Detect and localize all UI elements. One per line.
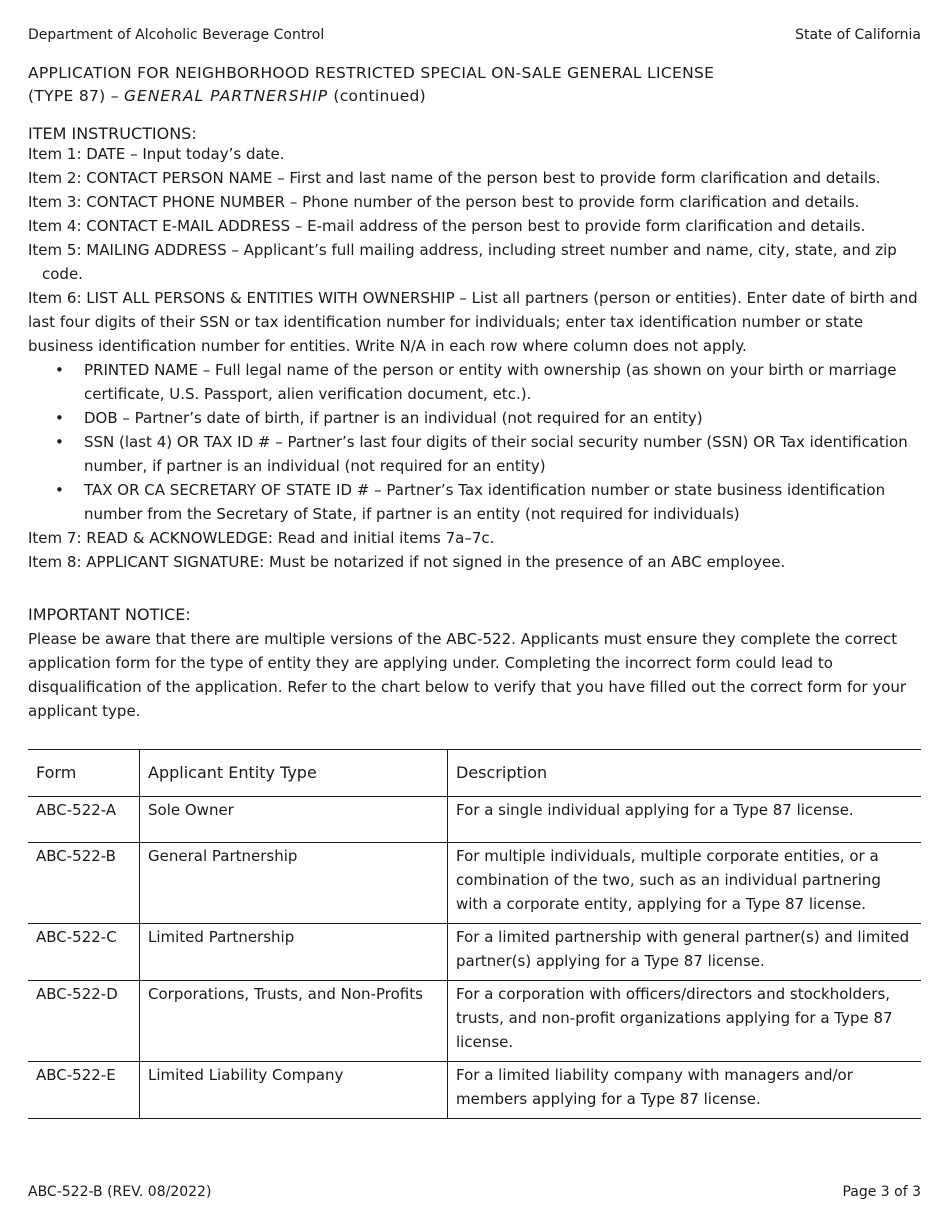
list-item: • TAX OR CA SECRETARY OF STATE ID # – Partner’s Tax identification number or state business identification number from the Secretary of State, if partner is an entity (not required for individuals) (28, 478, 918, 526)
form-cell: ABC-522-A (28, 797, 140, 843)
ownership-columns-list (28, 358, 918, 526)
page-title (28, 62, 714, 108)
column-header: Description (448, 750, 922, 797)
notice-heading: IMPORTANT NOTICE: (28, 605, 191, 624)
state-name: State of California (795, 27, 921, 43)
table-row (28, 843, 921, 924)
table-row (28, 797, 921, 843)
table-row (28, 981, 921, 1062)
column-header: Applicant Entity Type (140, 750, 448, 797)
instruction-item: Item 2: CONTACT PERSON NAME – First and last name of the person best to provide form clarification and details. (28, 169, 881, 187)
instruction-item-6: Item 6: LIST ALL PERSONS & ENTITIES WITH OWNERSHIP – List all partners (person or entities). Enter date of birth and last four digits of their SSN or tax identification number for individuals; enter tax identification number or state business identification number for entities. Write N/A in each row where column does not apply. (28, 289, 918, 355)
entity-type-cell: Corporations, Trusts, and Non-Profits (140, 981, 448, 1062)
instruction-item-8: Item 8: APPLICANT SIGNATURE: Must be notarized if not signed in the presence of an ABC employee. (28, 553, 786, 571)
title-type: (TYPE 87) – (28, 87, 125, 105)
table-header-row (28, 750, 921, 797)
table-row (28, 924, 921, 981)
list-item: • DOB – Partner’s date of birth, if partner is an individual (not required for an entity) (28, 406, 918, 430)
form-chart (28, 749, 921, 1119)
title-line-1: APPLICATION FOR NEIGHBORHOOD RESTRICTED SPECIAL ON-SALE GENERAL LICENSE (28, 64, 715, 82)
description-cell: For a limited partnership with general partner(s) and limited partner(s) applying for a Type 87 license. (448, 924, 922, 981)
department-name: Department of Alcoholic Beverage Control (28, 27, 325, 43)
entity-type-cell: Sole Owner (140, 797, 448, 843)
instruction-item: Item 5: MAILING ADDRESS – Applicant’s full mailing address, including street number and name, city, state, and zip code. (28, 241, 897, 283)
description-cell: For multiple individuals, multiple corporate entities, or a combination of the two, such as an individual partnering with a corporate entity, applying for a Type 87 license. (448, 843, 922, 924)
table-row (28, 1062, 921, 1119)
description-cell: For a corporation with officers/directors and stockholders, trusts, and non-profit organizations applying for a Type 87 license. (448, 981, 922, 1062)
description-cell: For a limited liability company with managers and/or members applying for a Type 87 license. (448, 1062, 922, 1119)
form-cell: ABC-522-E (28, 1062, 140, 1119)
title-entity: GENERAL PARTNERSHIP (124, 87, 329, 105)
item-instructions (28, 122, 918, 574)
list-item: • PRINTED NAME – Full legal name of the person or entity with ownership (as shown on your birth or marriage certificate, U.S. Passport, alien verification document, etc.). (28, 358, 918, 406)
form-cell: ABC-522-D (28, 981, 140, 1062)
entity-type-cell: Limited Partnership (140, 924, 448, 981)
title-suffix: (continued) (328, 87, 427, 105)
instruction-item: Item 3: CONTACT PHONE NUMBER – Phone number of the person best to provide form clarification and details. (28, 193, 860, 211)
page-number: Page 3 of 3 (842, 1184, 921, 1200)
instruction-item-7: Item 7: READ & ACKNOWLEDGE: Read and initial items 7a–7c. (28, 529, 495, 547)
title-line-2 (28, 85, 714, 108)
instruction-item: Item 4: CONTACT E-MAIL ADDRESS – E-mail address of the person best to provide form clarification and details. (28, 217, 866, 235)
list-item: • SSN (last 4) OR TAX ID # – Partner’s last four digits of their social security number (SSN) OR Tax identification number, if partner is an individual (not required for an entity) (28, 430, 918, 478)
form-cell: ABC-522-C (28, 924, 140, 981)
form-cell: ABC-522-B (28, 843, 140, 924)
important-notice (28, 603, 918, 723)
instruction-item: Item 1: DATE – Input today’s date. (28, 145, 285, 163)
entity-type-cell: Limited Liability Company (140, 1062, 448, 1119)
instructions-heading: ITEM INSTRUCTIONS: (28, 124, 197, 143)
form-revision: ABC-522-B (REV. 08/2022) (28, 1184, 212, 1200)
notice-body: Please be aware that there are multiple versions of the ABC-522. Applicants must ensure they complete the correct application form for the type of entity they are applying under. Completing the incorrect form could lead to disqualification of the application. Refer to the chart below to verify that you have filled out the correct form for your applicant type. (28, 630, 907, 720)
entity-type-cell: General Partnership (140, 843, 448, 924)
description-cell: For a single individual applying for a Type 87 license. (448, 797, 922, 843)
column-header: Form (28, 750, 140, 797)
